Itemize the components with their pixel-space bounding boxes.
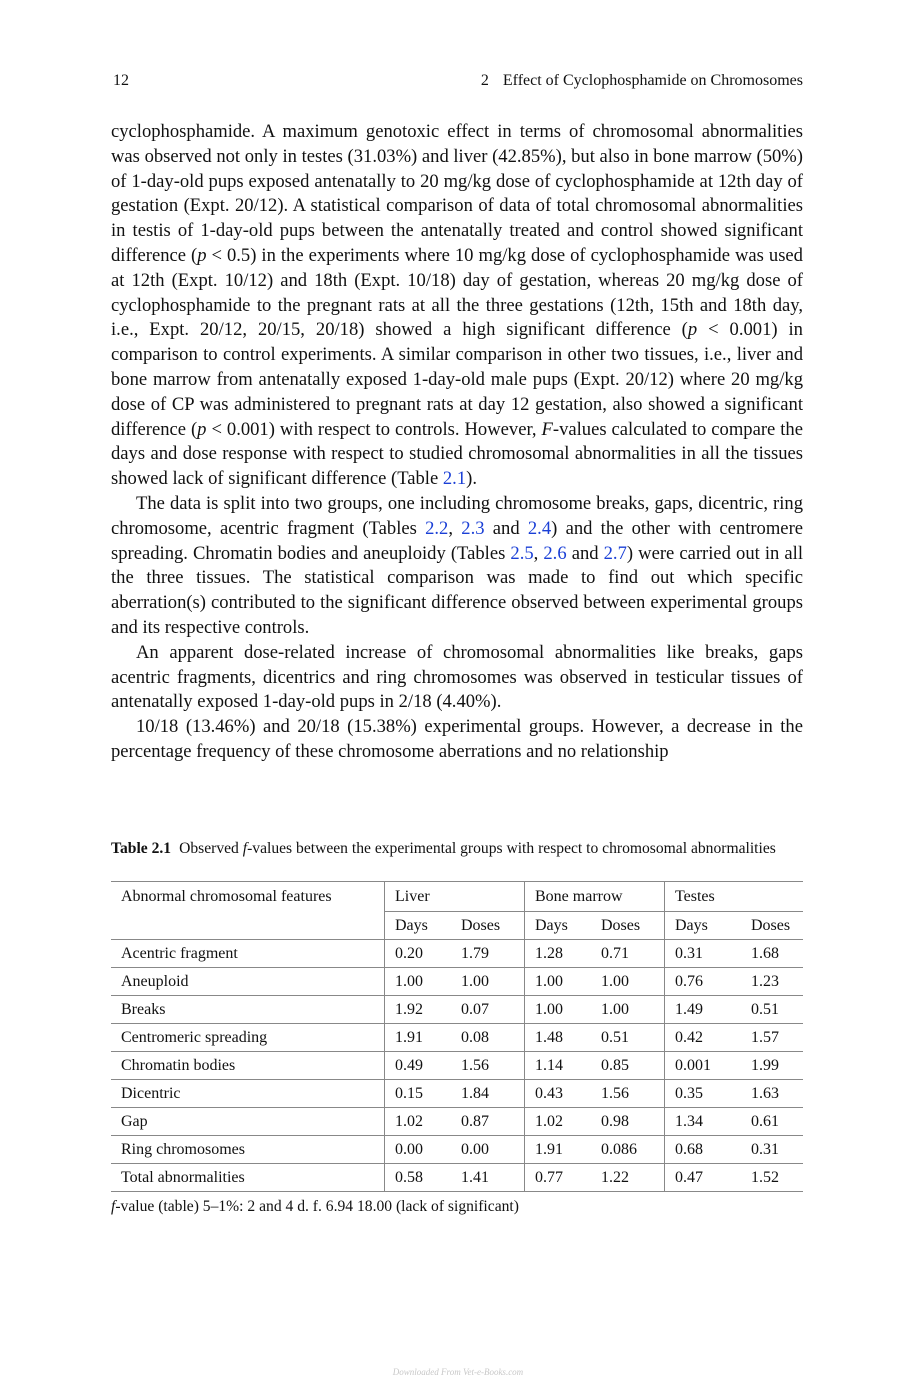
- value-cell: 1.00: [591, 996, 665, 1024]
- value-cell: 0.15: [385, 1080, 452, 1108]
- value-cell: 0.08: [451, 1024, 525, 1052]
- paragraph-1: cyclophosphamide. A maximum genotoxic effect in terms of chromosomal abnormalities was observed not only in testes (31.03%) and liver (42.85%), but also in bone marrow (50%) of 1-day-old pups exposed antenatally to 20 mg/kg dose of cyclophosphamide at 12th day of gestation (Expt. 20/12). A statistical comparison of data of total chromosomal abnormalities in testis of 1-day-old pups between the antenatally treated and control showed significant difference (p < 0.5) in the experiments where 10 mg/kg dose of cyclophosphamide was used at 12th (Expt. 10/12) and 18th (Expt. 10/18) day of gestation, whereas 20 mg/kg dose of cyclophosphamide to the pregnant rats at all the three gestations (12th, 15th and 18th day, i.e., Expt. 20/12, 20/15, 20/18) showed a high significant difference (p < 0.001) in comparison to control experiments. A similar comparison in other two tissues, i.e., liver and bone marrow from antenatally exposed 1-day-old male pups (Expt. 20/12) where 20 mg/kg dose of CP was administered to pregnant rats at day 12 gestation, also showed a significant difference (p < 0.001) with respect to controls. However, F-values calculated to compare the days and dose response with respect to studied chromosomal abnormalities in all the tissues showed lack of significant difference (Table 2.1).: [111, 121, 803, 490]
- value-cell: 1.48: [525, 1024, 592, 1052]
- table-ref-link[interactable]: 2.7: [603, 542, 627, 564]
- table-row: [111, 1080, 803, 1108]
- value-cell: 1.14: [525, 1052, 592, 1080]
- feature-column-header: Abnormal chromosomal features: [111, 882, 385, 912]
- feature-cell: Aneuploid: [111, 968, 385, 996]
- value-cell: 0.87: [451, 1108, 525, 1136]
- table-row: [111, 1052, 803, 1080]
- table-ref-link[interactable]: 2.5: [510, 542, 534, 564]
- table-row: [111, 940, 803, 968]
- value-cell: 1.79: [451, 940, 525, 968]
- value-cell: 1.00: [385, 968, 452, 996]
- value-cell: 0.85: [591, 1052, 665, 1080]
- value-cell: 1.91: [385, 1024, 452, 1052]
- value-cell: 1.02: [525, 1108, 592, 1136]
- value-cell: 0.49: [385, 1052, 452, 1080]
- feature-cell: Dicentric: [111, 1080, 385, 1108]
- value-cell: 0.71: [591, 940, 665, 968]
- table-ref-link[interactable]: 2.3: [461, 517, 485, 539]
- subheader-days: Days: [385, 912, 452, 940]
- value-cell: 1.49: [665, 996, 742, 1024]
- feature-cell: Chromatin bodies: [111, 1052, 385, 1080]
- value-cell: 1.91: [525, 1136, 592, 1164]
- feature-cell: Total abnormalities: [111, 1164, 385, 1192]
- chapter-title: Effect of Cyclophosphamide on Chromosomes: [502, 72, 803, 89]
- paragraph-2: The data is split into two groups, one including chromosome breaks, gaps, dicentric, ring chromosome, acentric fragment (Tables 2.2, 2.3 and 2.4) and the other with centromere spreading. Chromatin bodies and aneuploidy (Tables 2.5, 2.6 and 2.7) were carried out in all the three tissues. The statistical comparison was made to find out which specific aberration(s) contributed to the significant difference observed between experimental groups and its respective controls.: [111, 492, 804, 638]
- feature-cell: Breaks: [111, 996, 385, 1024]
- feature-cell: Gap: [111, 1108, 385, 1136]
- value-cell: 0.98: [591, 1108, 665, 1136]
- value-cell: 0.31: [665, 940, 742, 968]
- value-cell: 1.00: [451, 968, 525, 996]
- table-caption: Table 2.1 Observed f-values between the experimental groups with respect to chromosomal abnormalities: [111, 840, 776, 857]
- running-head: [481, 72, 803, 90]
- value-cell: 0.51: [741, 996, 803, 1024]
- table-row: [111, 996, 803, 1024]
- value-cell: 0.31: [741, 1136, 803, 1164]
- value-cell: 0.47: [665, 1164, 742, 1192]
- subheader-doses: Doses: [741, 912, 803, 940]
- table-ref-link[interactable]: 2.1: [442, 468, 467, 490]
- value-cell: 0.51: [591, 1024, 665, 1052]
- value-cell: 0.07: [451, 996, 525, 1024]
- subheader-doses: Doses: [451, 912, 525, 940]
- value-cell: 1.52: [741, 1164, 803, 1192]
- value-cell: 1.56: [451, 1052, 525, 1080]
- value-cell: 0.086: [591, 1136, 665, 1164]
- value-cell: 0.35: [665, 1080, 742, 1108]
- group-header-liver: Liver: [385, 882, 525, 912]
- value-cell: 1.63: [741, 1080, 803, 1108]
- subheader-days: Days: [665, 912, 742, 940]
- value-cell: 1.92: [385, 996, 452, 1024]
- body-text: [111, 120, 803, 765]
- feature-cell: Ring chromosomes: [111, 1136, 385, 1164]
- feature-cell: Centromeric spreading: [111, 1024, 385, 1052]
- table-row: [111, 968, 803, 996]
- subheader-doses: Doses: [591, 912, 665, 940]
- group-header-bone-marrow: Bone marrow: [525, 882, 665, 912]
- value-cell: 1.99: [741, 1052, 803, 1080]
- table-ref-link[interactable]: 2.6: [543, 542, 567, 564]
- value-cell: 1.22: [591, 1164, 665, 1192]
- feature-cell: Acentric fragment: [111, 940, 385, 968]
- value-cell: 1.41: [451, 1164, 525, 1192]
- value-cell: 1.00: [591, 968, 665, 996]
- value-cell: 1.84: [451, 1080, 525, 1108]
- f-values-table: [111, 881, 803, 1192]
- value-cell: 0.68: [665, 1136, 742, 1164]
- empty-header-cell: [111, 912, 385, 940]
- value-cell: 1.00: [525, 968, 592, 996]
- value-cell: 0.00: [385, 1136, 452, 1164]
- table-row: [111, 1136, 803, 1164]
- table-row: [111, 1024, 803, 1052]
- value-cell: 0.58: [385, 1164, 452, 1192]
- subheader-days: Days: [525, 912, 592, 940]
- value-cell: 1.00: [525, 996, 592, 1024]
- value-cell: 0.20: [385, 940, 452, 968]
- table-ref-link[interactable]: 2.2: [425, 517, 449, 539]
- value-cell: 1.28: [525, 940, 592, 968]
- value-cell: 0.43: [525, 1080, 592, 1108]
- value-cell: 1.56: [591, 1080, 665, 1108]
- table-ref-link[interactable]: 2.4: [527, 517, 552, 539]
- value-cell: 0.001: [665, 1052, 742, 1080]
- value-cell: 0.42: [665, 1024, 742, 1052]
- value-cell: 1.23: [741, 968, 803, 996]
- table-row: [111, 1164, 803, 1192]
- table-footnote: f-value (table) 5–1%: 2 and 4 d. f. 6.94 18.00 (lack of significant): [111, 1198, 519, 1215]
- paragraph-4: 10/18 (13.46%) and 20/18 (15.38%) experimental groups. However, a decrease in the percentage frequency of these chromosome aberrations and no relationship: [111, 716, 803, 762]
- value-cell: 0.77: [525, 1164, 592, 1192]
- value-cell: 1.34: [665, 1108, 742, 1136]
- paragraph-3: An apparent dose-related increase of chromosomal abnormalities like breaks, gaps acentric fragments, dicentrics and ring chromosomes was observed in testicular tissues of antenatally exposed 1-day-old pups in 2/18 (4.40%).: [111, 641, 803, 713]
- table-row: [111, 1108, 803, 1136]
- page-number: 12: [113, 72, 129, 89]
- value-cell: 0.61: [741, 1108, 803, 1136]
- group-header-testes: Testes: [665, 882, 804, 912]
- value-cell: 1.57: [741, 1024, 803, 1052]
- value-cell: 0.00: [451, 1136, 525, 1164]
- value-cell: 0.76: [665, 968, 742, 996]
- value-cell: 1.02: [385, 1108, 452, 1136]
- chapter-number: 2: [480, 72, 489, 89]
- value-cell: 1.68: [741, 940, 803, 968]
- table-label: Table 2.1: [111, 840, 172, 857]
- watermark: Downloaded From Vet-e-Books.com: [392, 1367, 524, 1377]
